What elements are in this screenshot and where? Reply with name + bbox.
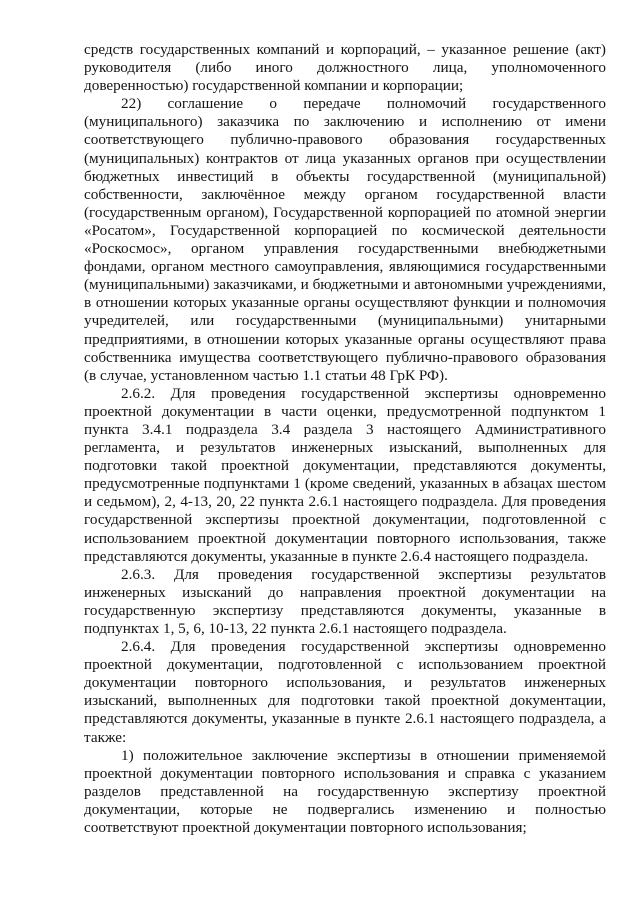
paragraph-2-6-3: 2.6.3. Для проведения государственной экспертизы результатов инженерных изысканий до направления проектной документации на государственную экспертизу представляются документы, указанные в подпунктах 1, 5, 6, 10-13, 22 пункта 2.6.1 настоящего подраздела. (84, 565, 606, 637)
paragraph-item-22: 22) соглашение о передаче полномочий государственного (муниципального) заказчика по заключению и исполнению от имени соответствующего публично-правового образования государственных (муниципальных) контрактов от лица указанных органов при осуществлении бюджетных инвестиций в объекты государственной (муниципальной) собственности, заключённое между органом государственной власти (государственным органом), Государственной корпорацией по атомной энергии «Росатом», Государственной корпорацией по космической деятельности «Роскосмос», органом управления государственными внебюджетными фондами, органом местного самоуправления, являющимися государственными (муниципальными) заказчиками, и бюджетными и автономными учреждениями, в отношении которых указанные органы осуществляют функции и полномочия учредителей, или государственными (муниципальными) унитарными предприятиями, в отношении которых указанные органы осуществляют права собственника имущества соответствующего публично-правового образования (в случае, установленном частью 1.1 статьи 48 ГрК РФ). (84, 95, 606, 384)
document-page (84, 41, 606, 837)
paragraph-item-1: 1) положительное заключение экспертизы в отношении применяемой проектной документации повторного использования и справка с указанием разделов представленной на государственную экспертизу проектной документации, которые не подвергались изменению и полностью соответствуют проектной документации повторного использования; (84, 746, 606, 837)
paragraph-2-6-2: 2.6.2. Для проведения государственной экспертизы одновременно проектной документации в части оценки, предусмотренной подпунктом 1 пункта 3.4.1 подраздела 3.4 раздела 3 настоящего Административного регламента, и результатов инженерных изысканий, выполненных для подготовки такой проектной документации, представляются документы, предусмотренные подпунктами 1 (кроме сведений, указанных в абзацах шестом и седьмом), 2, 4-13, 20, 22 пункта 2.6.1 настоящего подраздела. Для проведения государственной экспертизы проектной документации, подготовленной с использованием проектной документации повторного использования, также представляются документы, указанные в пункте 2.6.4 настоящего подраздела. (84, 384, 606, 565)
paragraph-2-6-4: 2.6.4. Для проведения государственной экспертизы одновременно проектной документации, подготовленной с использованием проектной документации повторного использования, и результатов инженерных изысканий, выполненных для подготовки такой проектной документации, представляются документы, указанные в пункте 2.6.1 настоящего подраздела, а также: (84, 638, 606, 746)
paragraph-continuation: средств государственных компаний и корпораций, – указанное решение (акт) руководителя (либо иного должностного лица, уполномоченного доверенностью) государственной компании и корпорации; (84, 41, 606, 95)
